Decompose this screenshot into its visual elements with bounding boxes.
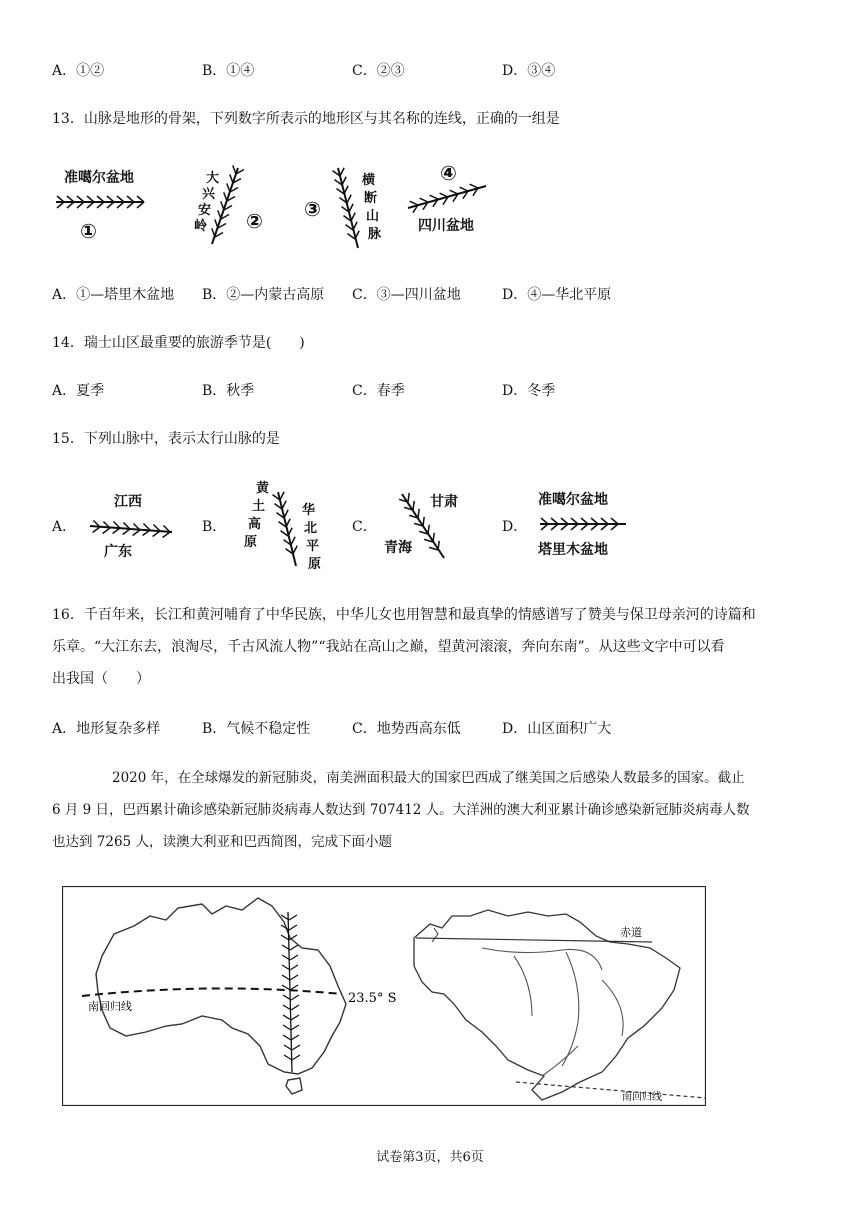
option-letter: B． [202,63,227,79]
q15-option-d-letter: D． [502,519,528,535]
label-char: 土 [252,499,266,514]
q15-figure [80,470,660,580]
label-char: 高 [248,517,262,532]
q14-option-d: D．冬季 [502,383,556,399]
option-letter: C． [352,63,377,79]
q16-stem-line3: 出我国（ ） [52,671,150,687]
q15-option-a-letter: A． [52,519,77,535]
label-qinghai: 青海 [384,540,412,556]
q15-option-b-letter: B． [202,519,227,535]
range-2-label-char: 安 [198,203,212,218]
q16-option-c: C．地势西高东低 [352,721,461,737]
label-char: 原 [308,557,322,572]
q15-range-d [537,491,626,558]
q15-range-a [90,494,172,560]
option-text: ②③ [376,63,405,79]
q14-stem: 14．瑞士山区最重要的旅游季节是( ) [52,335,305,351]
page-footer: 试卷第3页，共6页 [376,1150,484,1165]
option-letter: D． [502,63,528,79]
label-char: 原 [244,535,258,550]
australia-brazil-map [62,886,706,1106]
range-2-label-char: 大 [206,171,220,186]
q13-option-c: C．③—四川盆地 [352,287,461,303]
australia-latitude-label: 23.5° S [348,991,397,1006]
range-2-label-char: 岭 [194,219,208,234]
range-1-number: ① [80,219,97,243]
q13-option-a: A．①—塔里木盆地 [52,287,175,303]
australia-tropic-label: 南回归线 [88,1000,132,1013]
equator-label: 赤道 [620,926,642,939]
label-char: 平 [306,539,320,554]
q12-option-c [352,60,405,80]
q14-option-b: B．秋季 [202,383,255,399]
range-3-number: ③ [304,197,321,221]
q15-range-b [244,480,321,572]
passage-line2: 6 月 9 日，巴西累计确诊感染新冠肺炎病毒人数达到 707412 人。大洋洲的澳大利亚累计确诊感染新冠肺炎病毒人数 [52,802,750,818]
mountain-range-2 [194,165,263,244]
range-3-label-char: 脉 [368,227,382,242]
q16-option-d: D．山区面积广大 [502,721,612,737]
label-junggar: 准噶尔盆地 [538,492,608,508]
q13-option-b: B．②—内蒙古高原 [202,287,325,303]
label-char: 华 [302,503,316,518]
label-jiangxi: 江西 [114,494,142,510]
label-char: 黄 [256,481,270,496]
q15-range-c [384,493,458,558]
q12-option-d [502,60,555,80]
q16-option-a: A．地形复杂多样 [52,721,161,737]
label-guangdong: 广东 [104,544,132,560]
range-2-number: ② [246,209,263,233]
passage-line3: 也达到 7265 人，读澳大利亚和巴西简图，完成下面小题 [52,834,392,850]
range-4-label: 四川盆地 [418,218,474,234]
q16-option-b: B．气候不稳定性 [202,721,311,737]
q13-option-d: D．④—华北平原 [502,287,612,303]
range-1-label: 准噶尔盆地 [64,170,134,186]
q12-option-b [202,60,254,80]
range-3-label-char: 山 [366,209,380,224]
range-3-label-char: 横 [362,173,376,188]
q15-option-c-letter: C． [352,519,377,535]
passage-line1: 2020 年，在全球爆发的新冠肺炎，南美洲面积最大的国家巴西成了继美国之后感染人数最多的国家。截止 [112,770,745,786]
q15-stem: 15．下列山脉中，表示太行山脉的是 [52,431,280,447]
range-4-number: ④ [440,161,457,185]
q13-stem: 13．山脉是地形的骨架，下列数字所表示的地形区与其名称的连线，正确的一组是 [52,111,560,127]
option-text: ①④ [226,63,255,79]
option-text: ③④ [527,63,556,79]
range-3-label-char: 断 [364,191,378,206]
range-2-label-char: 兴 [202,187,216,202]
q16-stem-line1: 16．千百年来，长江和黄河哺育了中华民族，中华儿女也用智慧和最真挚的情感谱写了赞美与保卫母亲河的诗篇和 [52,607,756,623]
q14-option-c: C．春季 [352,383,405,399]
label-char: 北 [304,521,318,536]
label-tarim: 塔里木盆地 [538,542,608,558]
option-letter: A． [52,63,77,79]
mountain-range-3 [304,168,382,248]
q13-figure [40,150,500,260]
q16-stem-line2: 乐章。“大江东去，浪淘尽，千古风流人物”“我站在高山之巅，望黄河滚滚，奔向东南”。从这些文字中可以看 [52,639,725,655]
option-text: ①② [76,63,105,79]
q12-option-a [52,60,104,80]
label-gansu: 甘肃 [430,494,458,510]
mountain-range-1 [56,169,144,243]
mountain-range-4 [408,161,486,234]
brazil-tropic-label: 南回归线 [622,1092,662,1103]
q14-option-a: A．夏季 [52,383,105,399]
